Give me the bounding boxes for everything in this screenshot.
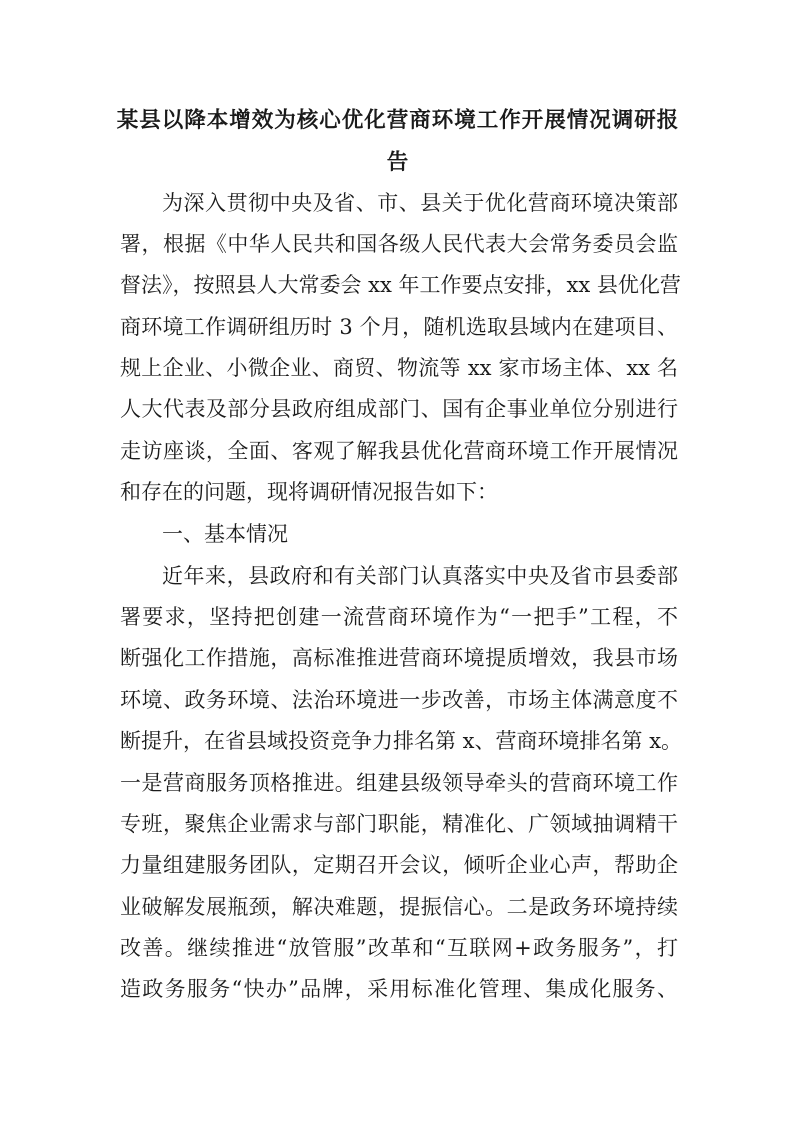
paragraph-1-line: 走访座谈，全面、客观了解我县优化营商环境工作开展情况 <box>120 439 678 463</box>
paragraph-2-line: 环境、政务环境、法治环境进一步改善，市场主体满意度不 <box>120 688 678 712</box>
section-heading: 一、基本情况 <box>162 522 288 546</box>
paragraph-2-line: 业破解发展瓶颈，解决难题，提振信心。二是政务环境持续 <box>120 895 678 919</box>
document-title-line-1: 某县以降本增效为核心优化营商环境工作开展情况调研报 <box>116 108 680 133</box>
paragraph-1-line: 人大代表及部分县政府组成部门、国有企事业单位分别进行 <box>120 397 678 421</box>
paragraph-1-line: 为深入贯彻中央及省、市、县关于优化营商环境决策部 <box>162 191 678 215</box>
paragraph-2-line: 改善。继续推进“放管服”改革和“互联网+政务服务”，打 <box>120 936 678 960</box>
paragraph-2-line: 断强化工作措施，高标准推进营商环境提质增效，我县市场 <box>120 646 678 670</box>
paragraph-2-line: 专班，聚焦企业需求与部门职能，精准化、广领域抽调精干 <box>120 812 678 836</box>
paragraph-2-line: 断提升，在省县域投资竞争力排名第 x、营商环境排名第 x。 <box>120 729 683 753</box>
paragraph-2-line: 造政务服务“快办”品牌，采用标准化管理、集成化服务、 <box>120 977 678 1001</box>
document-title-line-2: 告 <box>386 150 410 175</box>
paragraph-1-line: 规上企业、小微企业、商贸、物流等 xx 家市场主体、xx 名 <box>120 356 678 380</box>
paragraph-1-line: 署，根据《中华人民共和国各级人民代表大会常务委员会监 <box>120 232 678 256</box>
paragraph-2-line: 署要求，坚持把创建一流营商环境作为“一把手”工程，不 <box>120 605 678 629</box>
paragraph-1-line: 督法》，按照县人大常委会 xx 年工作要点安排，xx 县优化营 <box>120 273 681 297</box>
paragraph-1-line: 和存在的问题，现将调研情况报告如下： <box>120 480 498 504</box>
paragraph-2-line: 近年来，县政府和有关部门认真落实中央及省市县委部 <box>162 564 678 588</box>
paragraph-1-line: 商环境工作调研组历时 3 个月，随机选取县域内在建项目、 <box>120 315 678 339</box>
paragraph-2-line: 一是营商服务顶格推进。组建县级领导牵头的营商环境工作 <box>120 771 678 795</box>
paragraph-2-line: 力量组建服务团队，定期召开会议，倾听企业心声，帮助企 <box>120 853 678 877</box>
